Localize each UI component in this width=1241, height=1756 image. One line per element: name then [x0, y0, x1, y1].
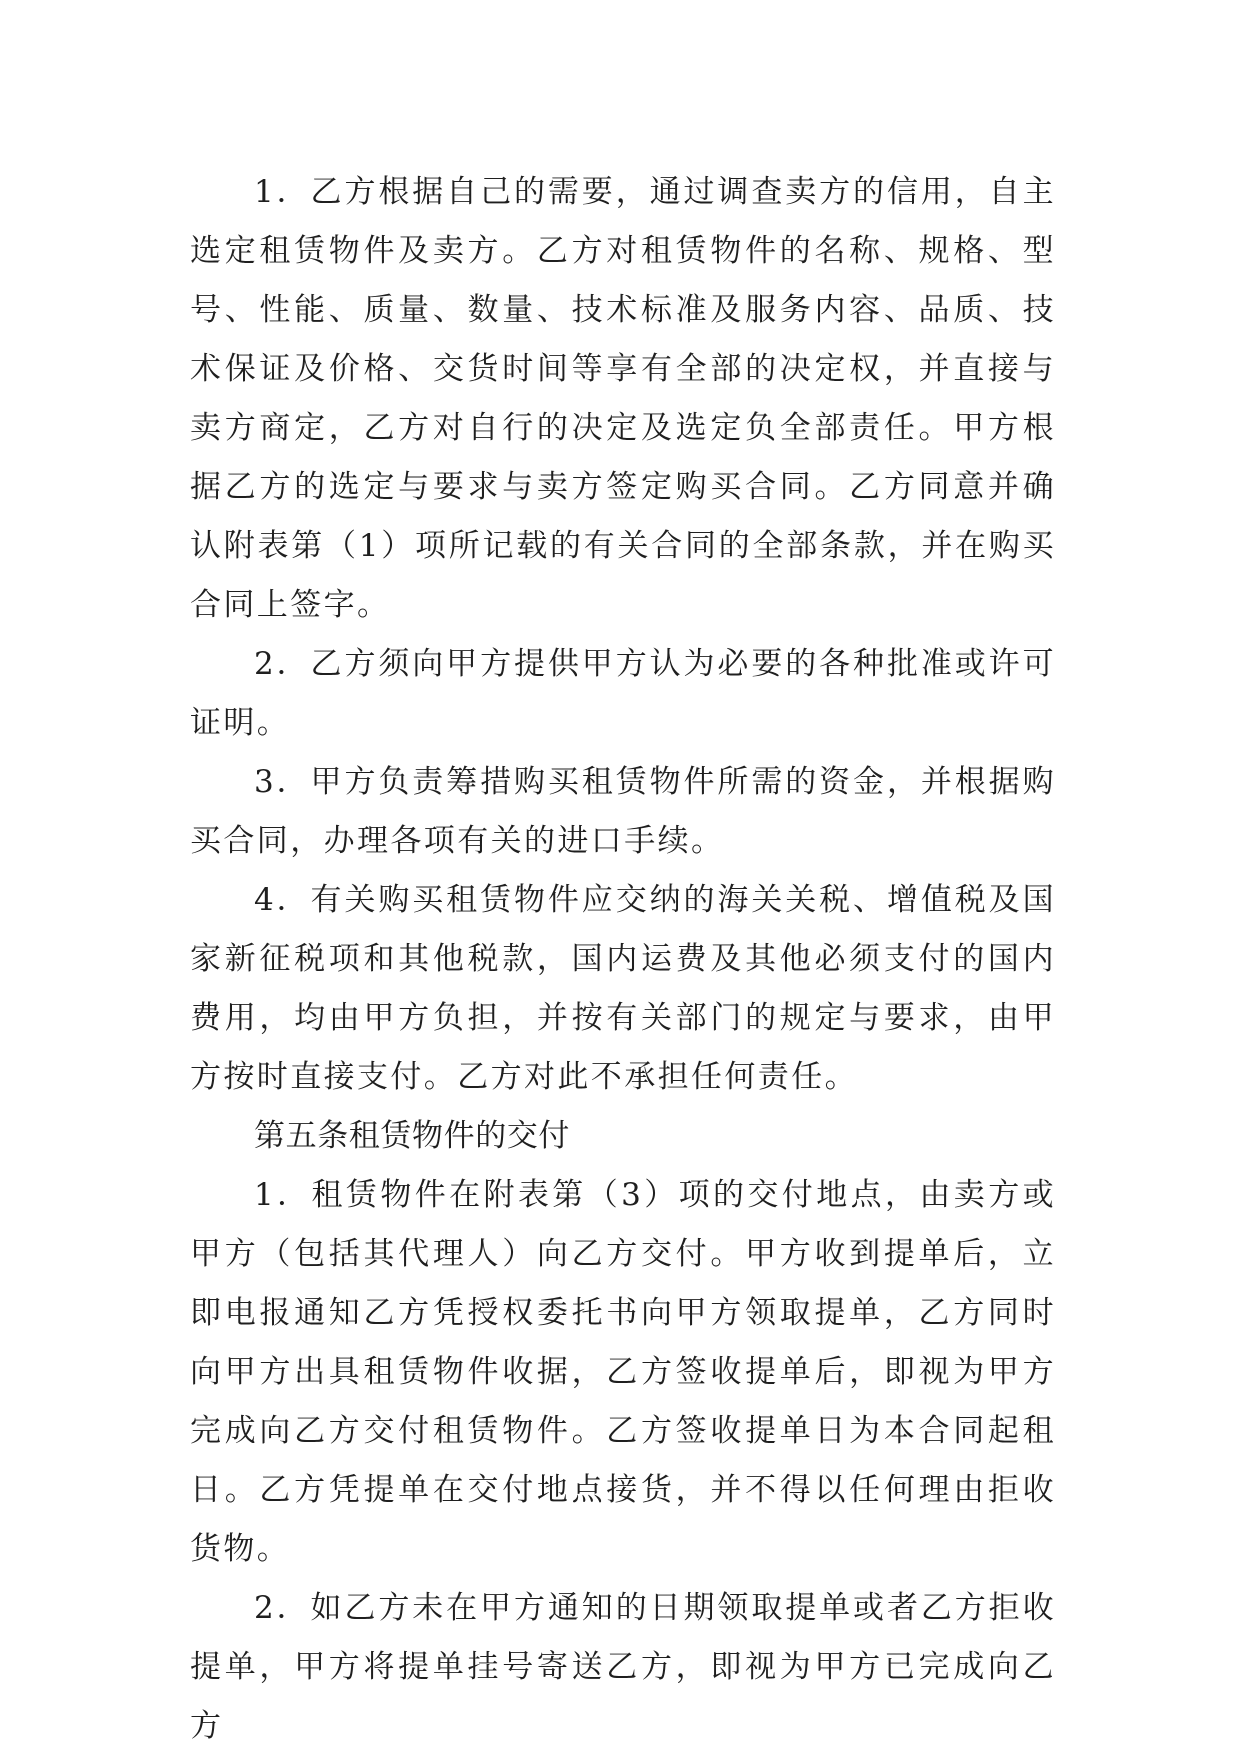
clause-paragraph-2: 2．乙方须向甲方提供甲方认为必要的各种批准或许可证明。 — [190, 646, 1056, 741]
clause-paragraph-6: 2．如乙方未在甲方通知的日期领取提单或者乙方拒收提单，甲方将提单挂号寄送乙方，即视为甲方已完成向乙方 — [190, 1590, 1056, 1744]
clause-paragraph-5: 1．租赁物件在附表第（3）项的交付地点，由卖方或甲方（包括其代理人）向乙方交付。甲方收到提单后，立即电报通知乙方凭授权委托书向甲方领取提单，乙方同时向甲方出具租赁物件收据，乙方签收提单后，即视为甲方完成向乙方交付租赁物件。乙方签收提单日为本合同起租日。乙方凭提单在交付地点接货，并不得以任何理由拒收货物。 — [190, 1177, 1056, 1567]
clause-paragraph-3: 3．甲方负责筹措购买租赁物件所需的资金，并根据购买合同，办理各项有关的进口手续。 — [190, 764, 1056, 859]
article-heading: 第五条租赁物件的交付 — [254, 1118, 570, 1154]
clause-paragraph-1: 1．乙方根据自己的需要，通过调查卖方的信用，自主选定租赁物件及卖方。乙方对租赁物件的名称、规格、型号、性能、质量、数量、技术标准及服务内容、品质、技术保证及价格、交货时间等享有全部的决定权，并直接与卖方商定，乙方对自行的决定及选定负全部责任。甲方根据乙方的选定与要求与卖方签定购买合同。乙方同意并确认附表第（1）项所记载的有关合同的全部条款，并在购买合同上签字。 — [190, 174, 1056, 623]
clause-paragraph-4: 4．有关购买租赁物件应交纳的海关关税、增值税及国家新征税项和其他税款，国内运费及其他必须支付的国内费用，均由甲方负担，并按有关部门的规定与要求，由甲方按时直接支付。乙方对此不承担任何责任。 — [190, 882, 1056, 1095]
document-body — [190, 163, 1056, 1756]
